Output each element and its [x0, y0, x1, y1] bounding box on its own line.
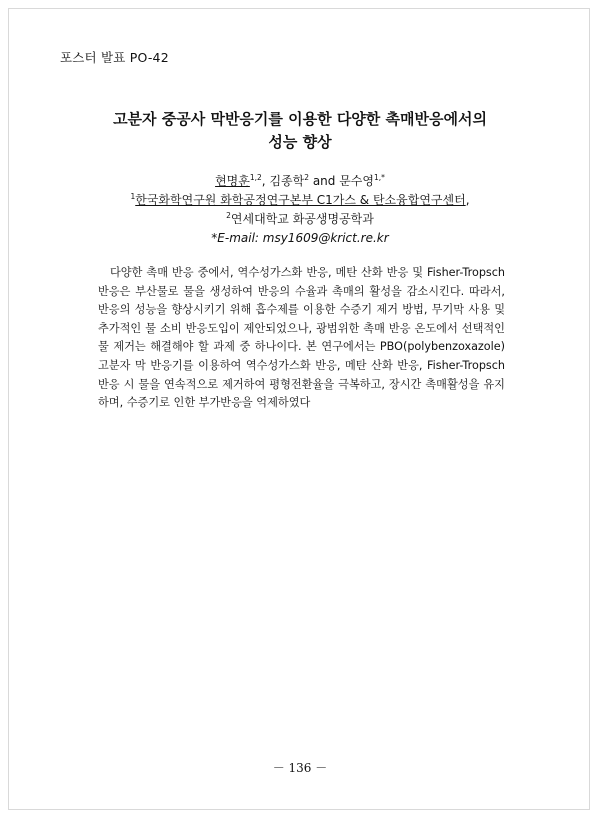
- paper-title: [0, 108, 600, 154]
- affiliation-mark: 1: [130, 192, 136, 201]
- author-name: 문수영: [339, 174, 374, 188]
- affiliation-text: 한국화학연구원 화학공정연구본부 C1가스 & 탄소융합연구센터: [135, 193, 466, 207]
- author-separator: ,: [261, 174, 270, 188]
- author-name: 현명훈: [215, 174, 250, 188]
- author-affiliation-mark: 1,*: [374, 173, 385, 182]
- title-line-2: 성능 향상: [268, 133, 332, 151]
- affiliation-text: 연세대학교 화공생명공학과: [230, 212, 374, 226]
- affiliation-2: [0, 210, 600, 229]
- author-list: [0, 172, 600, 191]
- author-block: [0, 172, 600, 248]
- abstract-paragraph: 다양한 촉매 반응 중에서, 역수성가스화 반응, 메탄 산화 반응 및 Fisher-Tropsch 반응은 부산물로 물을 생성하여 반응의 수율과 촉매의 활성을 감소시킨다. 따라서, 반응의 성능을 향상시키기 위해 흡수제를 이용한 수증기 제거 방법, 무기막 사용 및 추가적인 물 소비 반응도입이 제안되었으나, 광범위한 촉매 반응 온도에서 선택적인 물 제거는 해결해야 할 과제 중 하나이다. 본 연구에서는 PBO(polybenzoxazole) 고분자 막 반응기를 이용하여 역수성가스화 반응, 메탄 산화 반응, Fisher-Tropsch 반응 시 물을 연속적으로 제거하여 평형전환율을 극복하고, 장시간 촉매활성을 유지하며, 수증기로 인한 부가반응을 억제하였다: [98, 266, 505, 410]
- corresponding-email: *E-mail: msy1609@krict.re.kr: [211, 231, 389, 245]
- author-affiliation-mark: 1,2: [249, 173, 262, 182]
- affiliation-suffix: ,: [465, 193, 470, 207]
- affiliation-mark: 2: [226, 211, 231, 220]
- title-line-1: 고분자 중공사 막반응기를 이용한 다양한 촉매반응에서의: [113, 110, 487, 128]
- abstract: [98, 264, 505, 413]
- author-name: 김종학: [269, 174, 305, 188]
- session-label: 포스터 발표 PO-42: [60, 50, 169, 65]
- author-separator: and: [309, 174, 340, 188]
- affiliation-1: [0, 191, 600, 210]
- author-affiliation-mark: 2: [304, 173, 309, 182]
- page-number: － 136 －: [272, 761, 328, 775]
